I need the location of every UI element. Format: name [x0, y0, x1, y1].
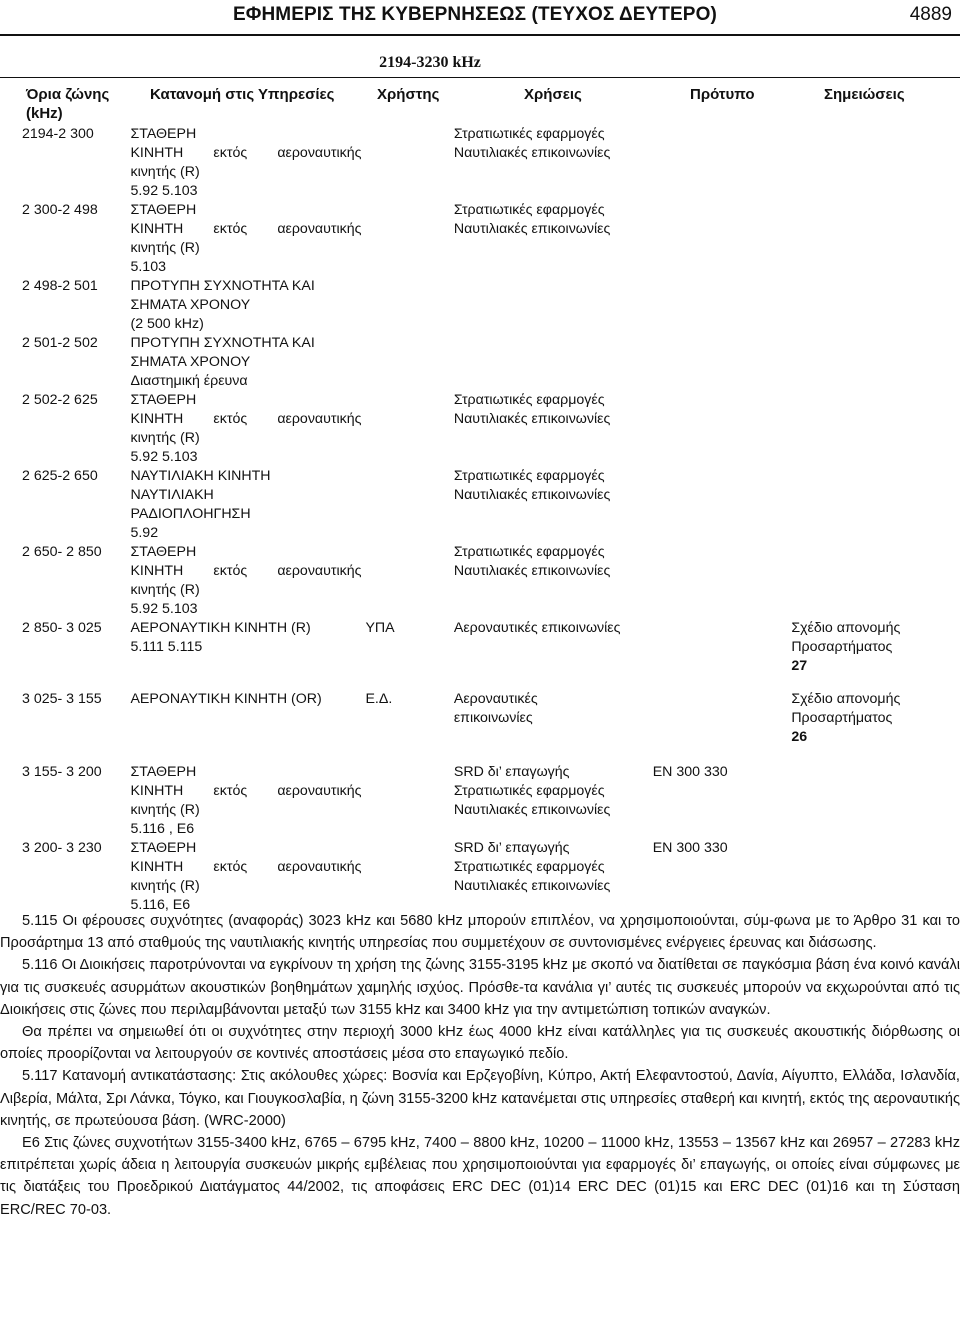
cell-band-range [22, 277, 130, 334]
cell-services [130, 467, 361, 543]
col-header-uses: Χρήσεις [524, 86, 582, 103]
cell-services [130, 839, 361, 915]
cell-services [130, 391, 361, 467]
cell-notes [791, 201, 942, 277]
cell-notes [791, 467, 942, 543]
col-header-standard: Πρότυπο [690, 86, 755, 103]
service-line: 5.116, E6 [130, 897, 191, 913]
band-range: 2 501-2 502 [22, 335, 98, 351]
band-range: 2 625-2 650 [22, 468, 98, 484]
table-row [22, 277, 942, 334]
footnote-text: 5.116 Οι Διοικήσεις παροτρύνονται να εγκρίνουν τη χρήση της ζώνης 3155-3195 kHz με σκοπό να διατίθεται σε παγκόσμια βάση ένα κοινό κανάλι για τις συσκευές ασυρμάτων ακουστικών βοηθημάτων χαμηλής ισχύος. Πρόσθε-τα κανάλια γι’ αυτές τις συσκευές μπορούν να εκχωρούνται από τις Διοικήσεις στις ζώνες που περιλαμβάνονται μεταξύ των 3155 kHz και 3400 kHz για την αντιμετώπιση τοπικών αναγκών. [0, 957, 960, 1018]
service-line: ΝΑΥΤΙΛΙΑΚΗ [130, 487, 214, 503]
table-row [22, 747, 942, 839]
table-row [22, 391, 942, 467]
cell-user [361, 543, 453, 619]
cell-uses [454, 334, 653, 391]
use-line: Στρατιωτικές εφαρμογές [453, 468, 605, 484]
cell-band-range [22, 839, 130, 915]
service-line: ΝΑΥΤΙΛΙΑΚΗ ΚΙΝΗΤΗ [130, 468, 271, 484]
cell-services [130, 543, 361, 619]
cell-notes [791, 125, 942, 201]
use-line: Στρατιωτικές εφαρμογές [453, 544, 605, 560]
service-line: ΣΤΑΘΕΡΗ [130, 840, 197, 856]
use-line: SRD δι’ επαγωγής [453, 764, 570, 780]
cell-band-range [22, 619, 130, 676]
use-line: Ναυτιλιακές επικοινωνίες [453, 563, 611, 579]
band-range: 2 502-2 625 [22, 392, 98, 408]
cell-uses [454, 467, 653, 543]
service-line: κινητής (R) [130, 878, 200, 894]
footnotes [0, 910, 960, 1221]
cell-services [130, 747, 361, 839]
cell-services [130, 334, 361, 391]
cell-uses [454, 839, 653, 915]
cell-band-range [22, 391, 130, 467]
footnote-text: 5.115 Οι φέρουσες συχνότητες (αναφοράς) 3023 kHz και 5680 kHz μπορούν επιπλέον, να χρησιμοποιούνται, σύμ-φωνα με το Άρθρο 31 και το Προσάρτημα 13 από σταθμούς της ναυτιλιακής κινητής υπηρεσίας που συμμετέχουν σε συντονισμένες ενέργειες έρευνας και διάσωσης. [0, 913, 960, 952]
cell-standard [653, 467, 792, 543]
allocation-table [22, 125, 942, 915]
use-line: Ναυτιλιακές επικοινωνίες [453, 221, 611, 237]
cell-notes [791, 334, 942, 391]
service-line: ΚΙΝΗΤΗ εκτός αεροναυτικής [130, 221, 362, 237]
user-name: Ε.Δ. [365, 691, 393, 707]
band-range: 2 650- 2 850 [22, 544, 102, 560]
use-line: Αεροναυτικές [453, 691, 538, 707]
col-header-range: Όρια ζώνης [26, 86, 110, 103]
service-line: ΣΗΜΑΤΑ ΧΡΟΝΟΥ [130, 354, 251, 370]
band-range: 3 025- 3 155 [22, 691, 102, 707]
cell-standard [653, 125, 792, 201]
footnote-paragraph [0, 1065, 960, 1132]
cell-band-range [22, 747, 130, 839]
footnote-paragraph [0, 954, 960, 1021]
service-line: ΚΙΝΗΤΗ εκτός αεροναυτικής [130, 859, 362, 875]
cell-uses [454, 543, 653, 619]
service-line: ΣΤΑΘΕΡΗ [130, 392, 197, 408]
footnote-text: Ε6 Στις ζώνες συχνοτήτων 3155-3400 kHz, 6765 – 6795 kHz, 7400 – 8800 kHz, 10200 – 11000 kHz, 13553 – 13567 kHz και 26957 – 27283 kHz επιτρέπεται χωρίς άδεια η λειτουργία συσκευών μικρής εμβέλειας που χρησιμοποιούνται για εφαρμογές δι’ επαγωγής, οι οποίες είναι σύμφωνες με τις διατάξεις του Προεδρικού Διατάγματος 44/2002, τις αποφάσεις ERC DEC (01)14 ERC DEC (01)15 και ERC DEC (01)16 και τη Σύσταση ERC/REC 70-03. [0, 1135, 960, 1218]
cell-notes [791, 747, 942, 839]
service-line: 5.92 5.103 [130, 601, 198, 617]
table-row [22, 543, 942, 619]
use-line: Στρατιωτικές εφαρμογές [453, 126, 605, 142]
cell-user [361, 467, 453, 543]
cell-band-range [22, 125, 130, 201]
service-line: ΚΙΝΗΤΗ εκτός αεροναυτικής [130, 563, 362, 579]
cell-uses [454, 676, 653, 747]
cell-user [361, 391, 453, 467]
service-line: ΚΙΝΗΤΗ εκτός αεροναυτικής [130, 145, 362, 161]
cell-standard [653, 201, 792, 277]
service-line: ΣΤΑΘΕΡΗ [130, 544, 197, 560]
band-range: 3 155- 3 200 [22, 764, 102, 780]
table-row [22, 839, 942, 915]
cell-uses [454, 391, 653, 467]
use-line: Στρατιωτικές εφαρμογές [453, 202, 605, 218]
use-line: επικοινωνίες [453, 710, 533, 726]
user-name: ΥΠΑ [365, 620, 395, 636]
footnote-paragraph [0, 1132, 960, 1221]
cell-standard [653, 277, 792, 334]
note-line: Σχέδιο απονομής [791, 620, 901, 636]
service-line: ΚΙΝΗΤΗ εκτός αεροναυτικής [130, 783, 362, 799]
cell-uses [454, 277, 653, 334]
cell-band-range [22, 676, 130, 747]
table-row [22, 334, 942, 391]
service-line: ΣΤΑΘΕΡΗ [130, 126, 197, 142]
band-range: 2 300-2 498 [22, 202, 98, 218]
standard-ref: EN 300 330 [652, 840, 728, 856]
footnote-text: 5.117 Κατανομή αντικατάστασης: Στις ακόλουθες χώρες: Βοσνία και Ερζεγοβίνη, Κύπρο, Ακτή Ελεφαντοστού, Δανία, Αίγυπτο, Ελλάδα, Ισλανδία, Λιβερία, Μάλτα, Σρι Λάνκα, Τόγκο, και Γιουγκοσλαβία, η ζώνη 3155-3200 kHz κατανέμεται στις υπηρεσίες σταθερή και κινητή, εκτός της αεροναυτικής κινητής, σε πρωτεύουσα βάση. (WRC-2000) [0, 1068, 960, 1129]
use-line: Ναυτιλιακές επικοινωνίες [453, 487, 611, 503]
use-line: SRD δι’ επαγωγής [453, 840, 570, 856]
cell-user [361, 839, 453, 915]
note-line: Προσαρτήματος [791, 710, 893, 726]
use-line: Στρατιωτικές εφαρμογές [453, 783, 605, 799]
cell-standard [653, 543, 792, 619]
cell-notes [791, 543, 942, 619]
cell-services [130, 676, 361, 747]
service-line: 5.92 [130, 525, 159, 541]
cell-band-range [22, 334, 130, 391]
service-line: κινητής (R) [130, 164, 200, 180]
band-title: 2194-3230 kHz [379, 54, 481, 71]
band-range: 2194-2 300 [22, 126, 94, 142]
note-line: Σχέδιο απονομής [791, 691, 901, 707]
service-line: ΡΑΔΙΟΠΛΟΗΓΗΣΗ [130, 506, 251, 522]
service-line: ΠΡΟΤΥΠΗ ΣΥΧΝΟΤΗΤΑ ΚΑΙ [130, 335, 315, 351]
service-line: κινητής (R) [130, 240, 200, 256]
service-line: ΣΤΑΘΕΡΗ [130, 764, 197, 780]
use-line: Στρατιωτικές εφαρμογές [453, 392, 605, 408]
page-number: 4889 [909, 4, 952, 25]
cell-band-range [22, 543, 130, 619]
header-divider [0, 34, 960, 36]
use-line: Ναυτιλιακές επικοινωνίες [453, 878, 611, 894]
service-line: 5.92 5.103 [130, 449, 198, 465]
cell-user [361, 747, 453, 839]
band-divider [0, 77, 960, 78]
cell-standard [653, 619, 792, 676]
col-header-notes: Σημειώσεις [824, 86, 905, 103]
cell-notes [791, 676, 942, 747]
cell-standard [653, 334, 792, 391]
gazette-title: ΕΦΗΜΕΡΙΣ ΤΗΣ ΚΥΒΕΡΝΗΣΕΩΣ (ΤΕΥΧΟΣ ΔΕΥΤΕΡΟ) [233, 4, 717, 25]
cell-band-range [22, 467, 130, 543]
table-row [22, 201, 942, 277]
col-header-range-unit: (kHz) [26, 105, 63, 122]
cell-uses [454, 201, 653, 277]
cell-services [130, 125, 361, 201]
table-row [22, 619, 942, 676]
cell-user [361, 125, 453, 201]
footnote-paragraph [0, 910, 960, 954]
standard-ref: EN 300 330 [652, 764, 728, 780]
footnote-text: Θα πρέπει να σημειωθεί ότι οι συχνότητες στην περιοχή 3000 kHz έως 4000 kHz είναι κατάλληλες για τις συσκευές ακουστικής διόρθωσης οι οποίες προορίζονται να λειτουργούν σε κοντινές αποστάσεις μέσα στο επαγωγικό πεδίο. [0, 1024, 960, 1063]
footnote-paragraph [0, 1021, 960, 1065]
service-line: 5.92 5.103 [130, 183, 198, 199]
service-line: ΚΙΝΗΤΗ εκτός αεροναυτικής [130, 411, 362, 427]
service-line: 5.103 [130, 259, 166, 275]
use-line: Στρατιωτικές εφαρμογές [453, 859, 605, 875]
cell-user [361, 277, 453, 334]
service-line: ΑΕΡΟΝΑΥΤΙΚΗ ΚΙΝΗΤΗ (R) [130, 620, 311, 636]
table-row [22, 676, 942, 747]
cell-notes [791, 619, 942, 676]
service-line: 5.111 5.115 [130, 639, 203, 655]
band-range: 2 498-2 501 [22, 278, 98, 294]
cell-uses [454, 125, 653, 201]
service-line: κινητής (R) [130, 802, 200, 818]
cell-services [130, 277, 361, 334]
col-header-services: Κατανομή στις Υπηρεσίες [150, 86, 335, 103]
cell-user [361, 619, 453, 676]
service-line: ΠΡΟΤΥΠΗ ΣΥΧΝΟΤΗΤΑ ΚΑΙ [130, 278, 315, 294]
table-row [22, 125, 942, 201]
table-row [22, 467, 942, 543]
service-line: ΣΗΜΑΤΑ ΧΡΟΝΟΥ [130, 297, 251, 313]
note-line: Προσαρτήματος [791, 639, 893, 655]
band-range: 3 200- 3 230 [22, 840, 102, 856]
service-line: ΑΕΡΟΝΑΥΤΙΚΗ ΚΙΝΗΤΗ (OR) [130, 691, 322, 707]
use-line: Ναυτιλιακές επικοινωνίες [453, 411, 611, 427]
cell-standard [653, 839, 792, 915]
cell-notes [791, 277, 942, 334]
cell-uses [454, 747, 653, 839]
cell-notes [791, 839, 942, 915]
page-header [0, 0, 960, 40]
cell-band-range [22, 201, 130, 277]
col-header-user: Χρήστης [377, 86, 440, 103]
service-line: ΣΤΑΘΕΡΗ [130, 202, 197, 218]
note-line: 26 [791, 729, 808, 745]
service-line: Διαστημική έρευνα [130, 373, 248, 389]
cell-standard [653, 676, 792, 747]
cell-services [130, 201, 361, 277]
use-line: Ναυτιλιακές επικοινωνίες [453, 802, 611, 818]
service-line: (2 500 kHz) [130, 316, 204, 332]
service-line: 5.116 , E6 [130, 821, 195, 837]
service-line: κινητής (R) [130, 582, 200, 598]
cell-uses [454, 619, 653, 676]
use-line: Ναυτιλιακές επικοινωνίες [453, 145, 611, 161]
band-range: 2 850- 3 025 [22, 620, 102, 636]
cell-standard [653, 391, 792, 467]
cell-notes [791, 391, 942, 467]
service-line: κινητής (R) [130, 430, 200, 446]
cell-user [361, 334, 453, 391]
note-line: 27 [791, 658, 808, 674]
cell-user [361, 676, 453, 747]
cell-standard [653, 747, 792, 839]
cell-services [130, 619, 361, 676]
cell-user [361, 201, 453, 277]
use-line: Αεροναυτικές επικοινωνίες [453, 620, 621, 636]
